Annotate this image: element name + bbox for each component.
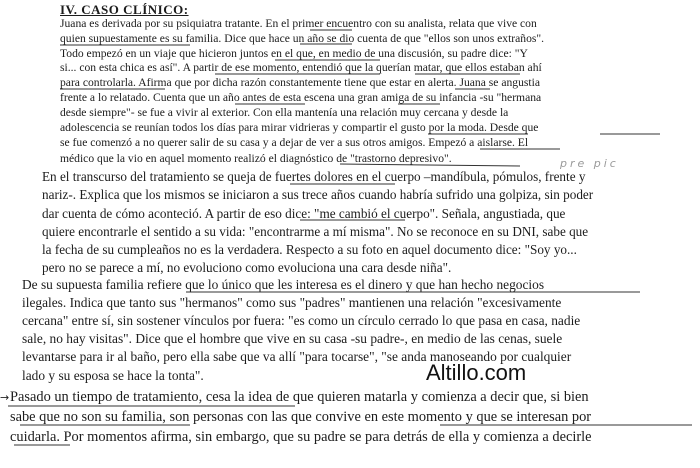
pencil-annotation: pre pic bbox=[560, 157, 619, 170]
text-line: Todo empezó en un viaje que hicieron juntos en el que, en medio de una discusión, su padre dice: "Y bbox=[60, 47, 528, 60]
text-line: Juana es derivada por su psiquiatra tratante. En el primer encuentro con su analista, relata que vive con bbox=[60, 17, 537, 30]
text-line: De su supuesta familia refiere que lo único que les interesa es el dinero y que han hecho negocios bbox=[22, 277, 545, 292]
text-line: cercana" entre sí, sin sostener vínculos por fuera: "es como un círculo cerrado lo que pasa en casa, nadie bbox=[22, 313, 581, 328]
text-line: pero no se parece a mí, no evoluciono como evoluciona una cara desde niña". bbox=[42, 260, 452, 275]
text-line: quiere encontrarle el sentido a su vida: "encontrarme a mí misma". No se reconoce en su DNI, sabe que bbox=[42, 224, 589, 239]
text-line: dar cuenta de cómo aconteció. A partir de eso dice: "me cambió el cuerpo". Señala, angustiada, que bbox=[42, 206, 566, 221]
text-line: sale, no hay visitas". Dice que el hombre que vive en su casa -su padre-, en medio de las cenas, suele bbox=[22, 331, 563, 346]
text-line: sabe que no son su familia, son personas con las que convive en este momento y que se interesan por bbox=[10, 409, 592, 425]
watermark-text: Altillo.com bbox=[426, 360, 527, 385]
text-line: cuidarla. Por momentos afirma, sin embargo, que su padre se para detrás de ella y comienza a decirle bbox=[10, 429, 592, 445]
text-line: lado y su esposa se hace la tonta". bbox=[22, 368, 204, 383]
text-line: Pasado un tiempo de tratamiento, cesa la idea de que quieren matarla y comienza a decir que, si bien bbox=[10, 389, 589, 405]
text-line: nariz-. Explica que los mismos se iniciaron a sus trece años cuando habría sufrido una golpiza, sin poder bbox=[42, 187, 594, 202]
text-line: quien supuestamente es su familia. Dice que hace un año se dio cuenta de que "ellos son unos extraños". bbox=[60, 32, 545, 45]
text-line: si... con esta chica es así". A partir de ese momento, entendió que la querían matar, que ellos estaban ahí bbox=[60, 61, 542, 74]
text-line: levantarse para ir al baño, pero ella sabe que va allí "para tocarse", "se anda manoseando por cualquier bbox=[22, 349, 572, 364]
text-line: En el transcurso del tratamiento se queja de fuertes dolores en el cuerpo –mandíbula, pómulos, frente y bbox=[42, 169, 586, 184]
text-line: desde siempre"- se fue a vivir al exterior. Con ella mantenía una relación muy cercana y desde la bbox=[60, 106, 509, 119]
text-line: adolescencia se reunían todos los días para mirar vidrieras y compartir el gusto por la moda. Desde que bbox=[60, 121, 539, 134]
text-line: la fecha de su cumpleaños no es la verdadera. Respecto a su foto en aquel documento dice: "Soy yo... bbox=[42, 242, 577, 257]
arrow-mark: → bbox=[0, 391, 10, 404]
text-line: frente a lo relatado. Cuenta que un año antes de esta escena una gran amiga de su infancia -su "hermana bbox=[60, 91, 542, 104]
text-line: para controlarla. Afirma que por dicha razón constantemente tiene que estar en alerta. Juana se angustia bbox=[60, 76, 540, 89]
section-heading: IV. CASO CLÍNICO: bbox=[60, 2, 189, 17]
text-line: médico que la vio en aquel momento realizó el diagnóstico de "trastorno depresivo". bbox=[60, 152, 452, 165]
text-line: ilegales. Indica que tanto sus "hermanos" como sus "padres" mantienen una relación "excesivamente bbox=[22, 295, 562, 310]
text-line: se fue comenzó a no querer salir de su casa y a dejar de ver a sus otros amigos. Empezó a aislarse. El bbox=[60, 136, 529, 149]
